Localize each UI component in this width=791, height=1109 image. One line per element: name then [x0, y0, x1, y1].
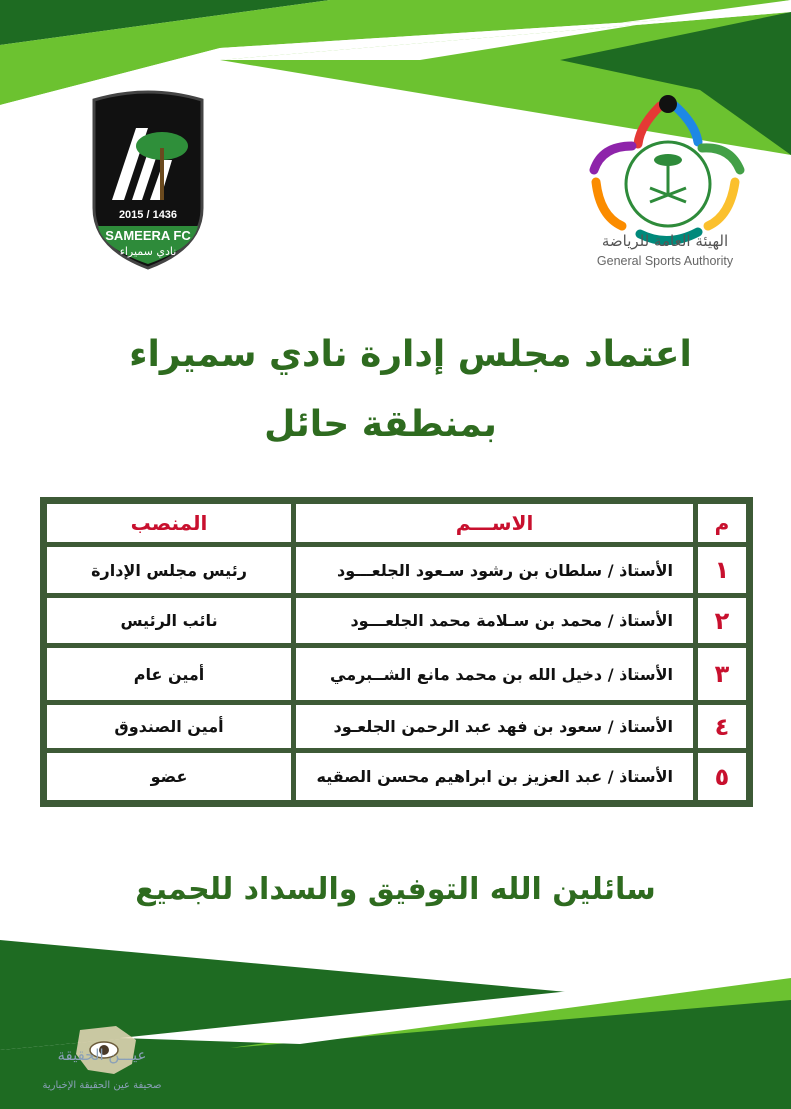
row-number: ٥ — [698, 753, 746, 800]
member-name: الأستاذ / سعود بن فهد عبد الرحمن الجلعـود — [296, 705, 693, 748]
header-name: الاســـم — [296, 504, 693, 542]
closing-message: سائلين الله التوفيق والسداد للجميع — [135, 872, 656, 907]
row-number: ٤ — [698, 705, 746, 748]
member-position: أمين الصندوق — [47, 705, 291, 748]
row-number: ١ — [698, 547, 746, 593]
club-name-en: SAMEERA FC — [105, 228, 191, 243]
member-position: رئيس مجلس الإدارة — [47, 547, 291, 593]
header-position: المنصب — [47, 504, 291, 542]
club-name-ar: نادي سميراء — [119, 245, 177, 258]
page-title-line2: بمنطقة حائل — [264, 404, 497, 445]
authority-name-ar: الهيئة العامة للرياضة — [601, 232, 729, 250]
authority-name-en: General Sports Authority — [596, 254, 734, 268]
board-members-table — [40, 497, 753, 807]
page-title-line1: اعتماد مجلس إدارة نادي سميراء — [129, 334, 692, 375]
member-position: أمين عام — [47, 648, 291, 700]
header-number: م — [698, 504, 746, 542]
sameera-club-logo — [84, 88, 212, 272]
row-number: ٣ — [698, 648, 746, 700]
watermark-subtitle: صحيفة عين الحقيقة الإخبارية — [42, 1080, 162, 1091]
member-name: الأستاذ / عبد العزيز بن ابراهيم محسن الصقيه — [296, 753, 693, 800]
member-position: عضو — [47, 753, 291, 800]
member-name: الأستاذ / دخيل الله بن محمد مانع الشــبرمي — [296, 648, 693, 700]
watermark-brand: عيـــن الحقيقة — [57, 1046, 147, 1064]
member-name: الأستاذ / محمد بن سـلامة محمد الجلعـــود — [296, 598, 693, 643]
club-year-text: 2015 / 1436 — [118, 209, 178, 221]
row-number: ٢ — [698, 598, 746, 643]
member-position: نائب الرئيس — [47, 598, 291, 643]
member-name: الأستاذ / سلطان بن رشود سـعود الجلعـــود — [296, 547, 693, 593]
